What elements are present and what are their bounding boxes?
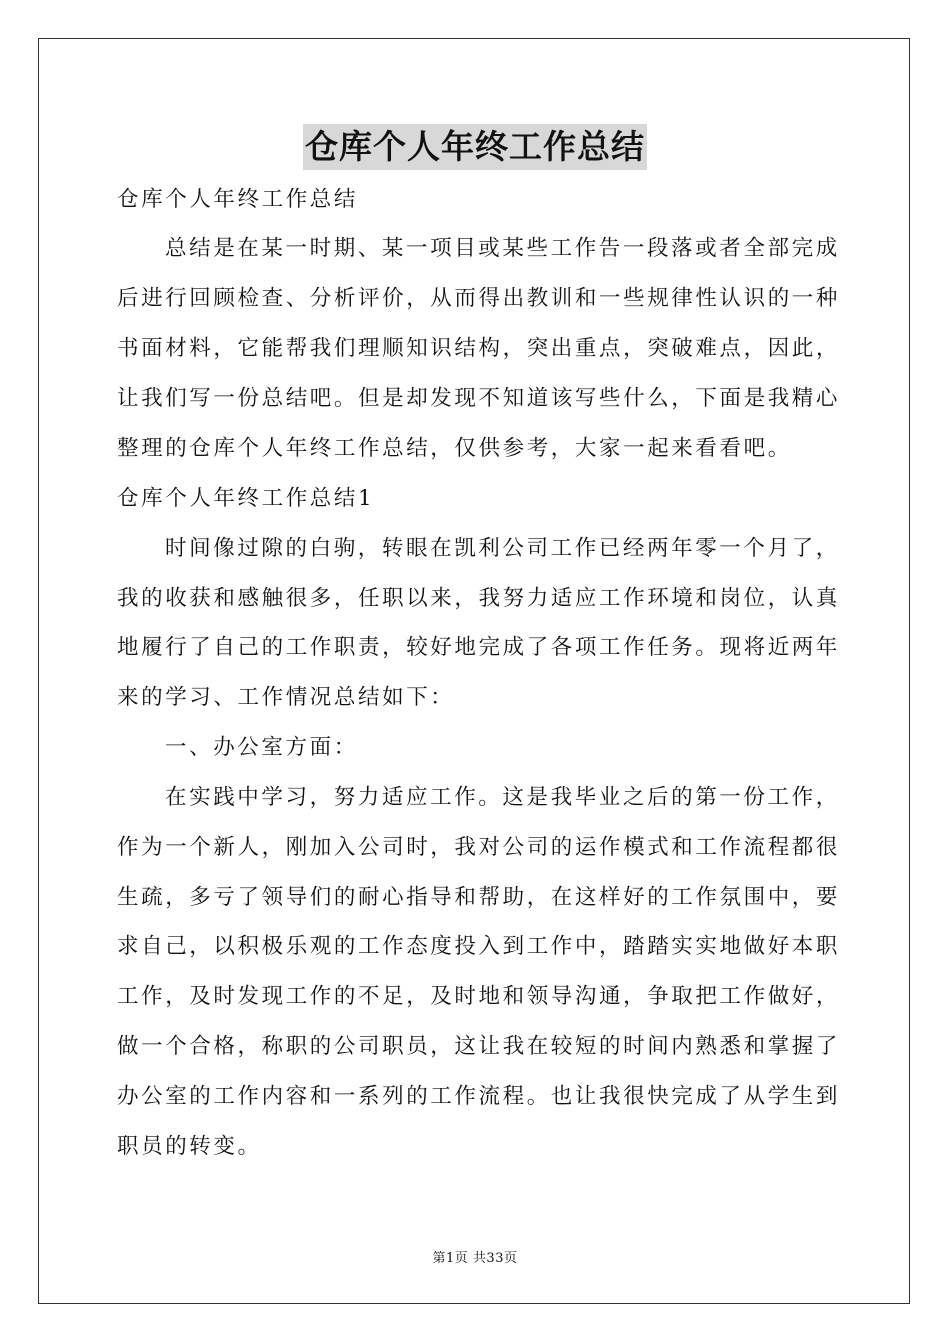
paragraph-line: 我的收获和感触很多，任职以来，我努力适应工作环境和岗位，认真 xyxy=(117,586,841,611)
paragraph-line: 来的学习、工作情况总结如下： xyxy=(117,685,455,710)
page-footer: 第1页 共33页 xyxy=(432,1251,518,1266)
paragraph-line: 让我们写一份总结吧。但是却发现不知道该写些什么，下面是我精心 xyxy=(117,386,841,411)
paragraph-line: 求自己，以积极乐观的工作态度投入到工作中，踏踏实实地做好本职 xyxy=(117,934,841,959)
paragraph-line: 总结是在某一时期、某一项目或某些工作告一段落或者全部完成 xyxy=(165,236,840,261)
paragraph-line: 生疏，多亏了领导们的耐心指导和帮助，在这样好的工作氛围中，要 xyxy=(117,885,841,910)
document-title: 仓库个人年终工作总结 xyxy=(303,124,647,170)
paragraph-line: 职员的转变。 xyxy=(117,1134,262,1159)
paragraph-line: 做一个合格，称职的公司职员，这让我在较短的时间内熟悉和掌握了 xyxy=(117,1034,841,1059)
paragraph-line: 办公室的工作内容和一系列的工作流程。也让我很快完成了从学生到 xyxy=(117,1084,841,1109)
page-border xyxy=(38,38,910,1304)
section-heading: 仓库个人年终工作总结1 xyxy=(117,486,375,511)
title-wrap xyxy=(0,124,950,170)
paragraph-line: 地履行了自己的工作职责，较好地完成了各项工作任务。现将近两年 xyxy=(117,635,841,660)
paragraph-line: 后进行回顾检查、分析评价，从而得出教训和一些规律性认识的一种 xyxy=(117,286,841,311)
paragraph-line: 工作，及时发现工作的不足，及时地和领导沟通，争取把工作做好， xyxy=(117,984,841,1009)
subtitle-line: 仓库个人年终工作总结 xyxy=(117,187,359,212)
paragraph-line: 书面材料，它能帮我们理顺知识结构，突出重点，突破难点，因此， xyxy=(117,336,841,361)
paragraph-line: 时间像过隙的白驹，转眼在凯利公司工作已经两年零一个月了， xyxy=(165,536,840,561)
paragraph-line: 整理的仓库个人年终工作总结，仅供参考，大家一起来看看吧。 xyxy=(117,436,792,461)
paragraph-line: 作为一个新人，刚加入公司时，我对公司的运作模式和工作流程都很 xyxy=(117,835,841,860)
paragraph-line: 在实践中学习，努力适应工作。这是我毕业之后的第一份工作， xyxy=(165,785,840,810)
subsection-heading: 一、办公室方面： xyxy=(165,735,358,760)
